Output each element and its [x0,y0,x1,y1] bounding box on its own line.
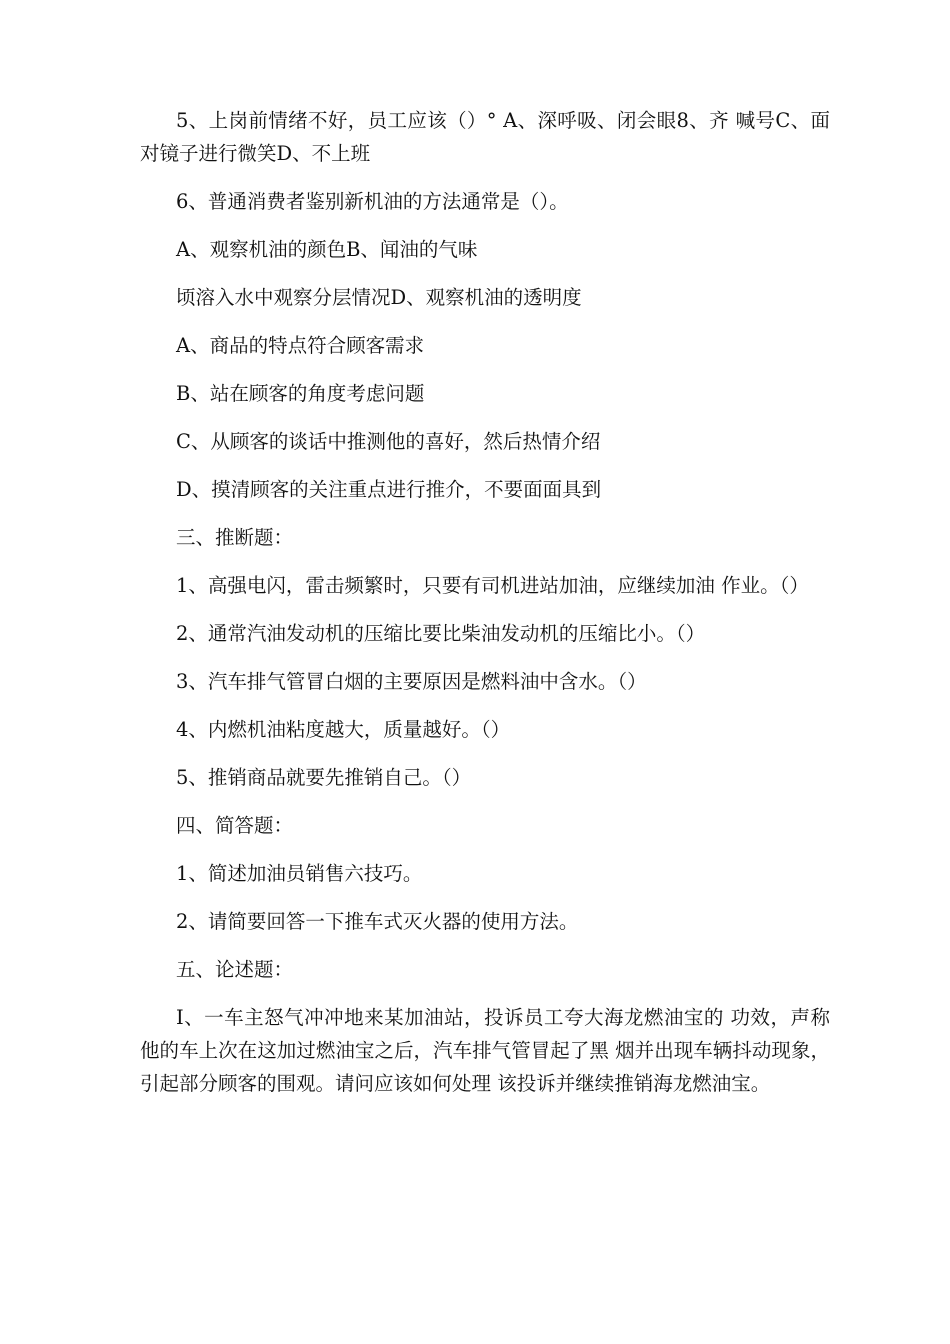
option-a: A、商品的特点符合顾客需求 [176,334,425,357]
judgement-2: 2、通常汽油发动机的压缩比要比柴油发动机的压缩比小。（） [176,622,706,645]
judgement-1: 1、高强电闪，雷击频繁时，只要有司机进站加油，应继续加油 作业。（） [176,574,809,597]
essay-1: I、一车主怒气冲冲地来某加油站，投诉员工夸大海龙燃油宝的 功效，声称他的车上次在这加过燃油宝之后，汽车排气管冒起了黑 烟并出现车辆抖动现象，引起部分顾客的围观。请问应该如何处理 该投诉并继续推销海龙燃油宝。 [140,1006,830,1095]
option-line-cd: 顷溶入水中观察分层情况D、观察机油的透明度 [176,286,582,309]
section-heading-essay: 五、论述题： [176,958,294,981]
judgement-3: 3、汽车排气管冒白烟的主要原因是燃料油中含水。（） [176,670,647,693]
section-heading-judgement: 三、推断题： [176,526,294,549]
judgement-4: 4、内燃机油粘度越大，质量越好。（） [176,718,511,741]
judgement-5: 5、推销商品就要先推销自己。（） [176,766,472,789]
section-heading-short-answer: 四、简答题： [176,814,294,837]
short-answer-1: 1、简述加油员销售六技巧。 [176,862,423,885]
question-6-oil: 6、普通消费者鉴别新机油的方法通常是（）。 [176,190,569,213]
question-5-mood: 5、上岗前情绪不好，员工应该（）° A、深呼吸、闭会眼8、齐 喊号C、面对镜子进行微笑D、不上班 [140,109,830,165]
option-b: B、站在顾客的角度考虑问题 [176,382,425,405]
short-answer-2: 2、请简要回答一下推车式灭火器的使用方法。 [176,910,579,933]
option-line-ab: A、观察机油的颜色B、闻油的气味 [176,238,478,261]
option-d: D、摸清顾客的关注重点进行推介，不要面面具到 [176,478,602,501]
document-body [140,104,830,1115]
option-c: C、从顾客的谈话中推测他的喜好，然后热情介绍 [176,430,601,453]
